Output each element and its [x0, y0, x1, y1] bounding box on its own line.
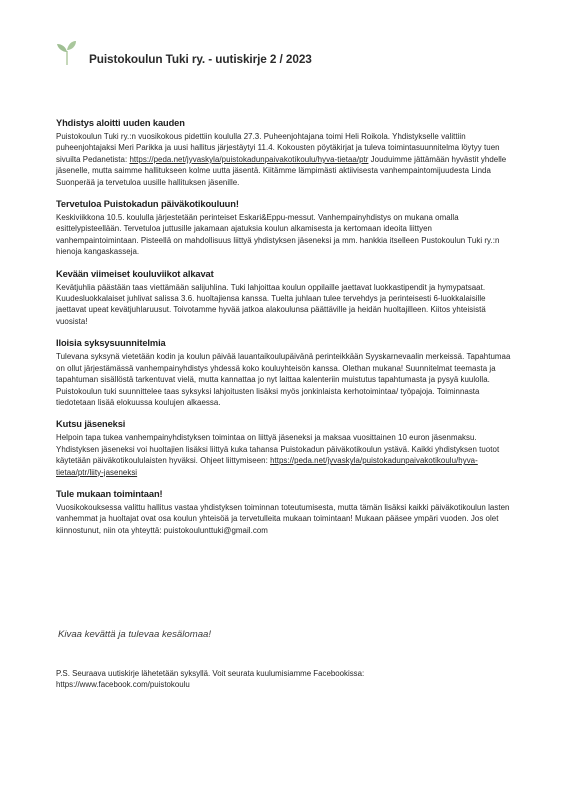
- section-heading: Kevään viimeiset kouluviikot alkavat: [56, 268, 214, 279]
- closing-greeting: Kivaa kevättä ja tulevaa kesälomaa!: [58, 629, 212, 640]
- section-join-activities: [56, 487, 514, 536]
- text-part: Helpoin tapa tukea vanhempainyhdistyksen toimintaa on liittyä jäseneksi ja maksaa vuosittainen 10 euron jäsenmaksu. Yhdistyksen jäseneksi voi huoltajien lisäksi liittyä kuka tahansa Puistokadun päiväkotikoulun ystävä. Kaikki yhdistyksen tuotot käytetään päiväkotikoululaisten hyväksi. Ohjeet liittymiseen:: [56, 433, 500, 466]
- section-heading: Kutsu jäseneksi: [56, 419, 126, 430]
- section-membership: [56, 417, 514, 478]
- facebook-link[interactable]: https://www.facebook.com/puistokoulu: [56, 680, 190, 690]
- section-new-season: [56, 116, 514, 188]
- sprout-icon: [56, 40, 78, 66]
- newsletter-title: Puistokoulun Tuki ry. - uutiskirje 2 / 2023: [89, 52, 312, 66]
- section-text: Tulevana syksynä vietetään kodin ja koulun päivää lauantaikoulupäivänä perinteikkään Syyskarnevaalin merkeissä. Tapahtumaa on ollut järjestämässä vanhempainyhdistys yhdessä koko kouluyhteisön kanssa. Olethan mukana! Suunnitelmat teemasta ja tapahtuman sisällöstä tarkentuvat vielä, mutta kannattaa jo nyt laittaa kalenteriin muistutus tapahtumasta ja pysyä kuulolla. Puistokoulun tuki suunnittelee taas syksyksi lahjoitusten lisäksi myös jonkinlaista kerhotoimintaa/ työpajoja. Toiminnasta tiedotetaan lisää elokuussa koulujen alkaessa.: [56, 352, 511, 407]
- text-part: Jouduimme jättämään hyvästit yhdelle jäsenelle, mutta saimme hallitukseen kolme uutta jäsentä. Kiitämme lämpimästi aktiivisesta vanhempaintomijuudesta Linda Suonperää ja tervetuloa uusille hallituksen jäsenille.: [56, 154, 507, 187]
- section-text: Kevätjuhlia päästään taas viettämään salijuhlina. Tuki lahjoittaa koulun oppilaille jaettavat luokkastipendit ja hymypatsaat. Kuudesluokkalaiset juhlivat salissa 3.6. huoltajiensa kanssa. Tuelta juhlaan tulee tervehdys ja perinteisesti 6-luokkalaisille jaettavat upeat kevätjuhlaruusut. Toivotamme hyvää jatkoa alakoulunsa päättäville ja heidän huoltajilleen. Kiitos yhteisistä vuosista!: [56, 282, 486, 326]
- newsletter-body: [56, 116, 514, 545]
- section-heading: Tule mukaan toimintaan!: [56, 488, 163, 499]
- section-text: Keskiviikkona 10.5. koululla järjestetään perinteiset Eskari&Eppu-messut. Vanhempainyhdistys on mukana omalla esittelypisteellään. Tervetuloa juttusille jakamaan ajatuksia koulun alkamisesta ja kertomaan ideoita liittyen vanhempaintoimintaan. Pisteellä on mahdollisuus liittyä yhdistyksen jäseneksi ja mm. hankkia itselleen Pustokoulun Tuki ry.:n hienoja kangaskasseja.: [56, 213, 500, 257]
- section-text: [56, 131, 514, 188]
- section-welcome: [56, 197, 514, 258]
- text-part: Puistokoulun Tuki ry.:n vuosikokous pidettiin koululla 27.3. Puheenjohtajana toimi Heli Roikola. Yhdistykselle valittiin puheenjohtajaksi Meri Parikka ja uusi hallitus järjestäytyi 11.4. Kokousten pöytäkirjat ja tuleva toimintasuunnitelma löytyy tuen sivuilta Pedanetista:: [56, 132, 500, 164]
- section-heading: Tervetuloa Puistokadun päiväkotikouluun!: [56, 199, 239, 210]
- join-link[interactable]: https://peda.net/jyvaskyla/puistokadunpaivakotikoulu/hyva-tietaa/ptr/liity-jaseneksi: [56, 456, 478, 477]
- pedanet-link[interactable]: https://peda.net/jyvaskyla/puistokadunpaivakotikoulu/hyva-tietaa/ptr: [129, 154, 369, 164]
- postscript: [56, 668, 514, 691]
- section-heading: Yhdistys aloitti uuden kauden: [56, 118, 185, 128]
- section-last-weeks: [56, 267, 514, 328]
- section-text: [56, 432, 514, 478]
- section-heading: Iloisia syksysuunnitelmia: [56, 338, 166, 349]
- section-autumn-plans: [56, 336, 514, 408]
- postscript-text: P.S. Seuraava uutiskirje lähetetään syksyllä. Voit seurata kuulumisiamme Facebookissa:: [56, 669, 365, 678]
- section-text: Vuosikokouksessa valittu hallitus vastaa yhdistyksen toiminnan toteutumisesta, mutta tämän lisäksi kaikki päiväkotikoulun lasten vanhemmat ja huoltajat ovat osa koulun yhteisöä ja tervetulleita mukaan toimintaan! Mukaan pääsee ympäri vuoden. Jos olet kiinnostunut, niin ota yhteyttä: puistokoulunttuki@gmail.com: [56, 502, 510, 535]
